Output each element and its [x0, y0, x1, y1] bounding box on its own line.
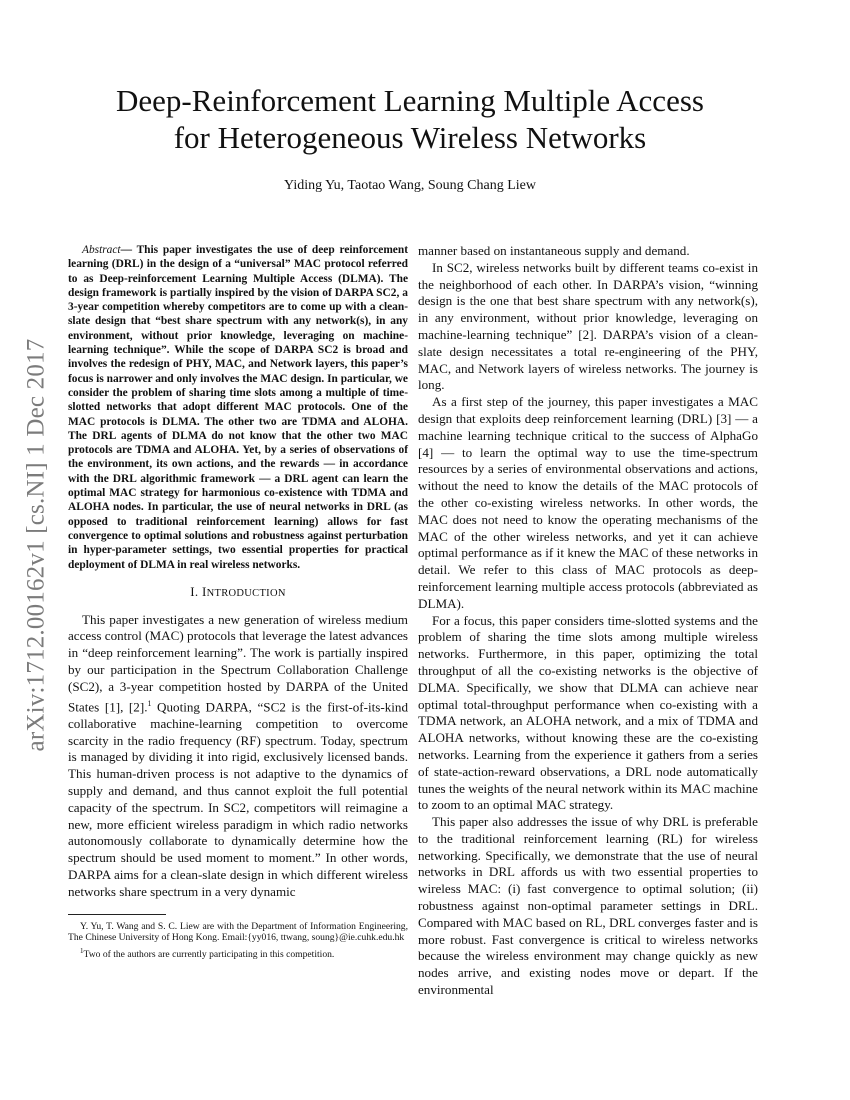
participation-footnote — [68, 946, 408, 961]
author-list: Yiding Yu, Taotao Wang, Soung Chang Liew — [284, 178, 536, 193]
title-line-2: for Heterogeneous Wireless Networks — [173, 120, 647, 155]
section-numeral: I. I — [190, 583, 207, 599]
author-affiliation-footnote: Y. Yu, T. Wang and S. C. Liew are with the Department of Information Engineering, The Chinese University of Hong Kong. Email:{yy016, ttwang, soung}@ie.cuhk.edu.hk — [68, 920, 408, 944]
intro-paragraph-5: This paper also addresses the issue of why DRL is preferable to the traditional reinforcement learning (RL) for wireless networking. Specifically, we demonstrate that the use of neural networks in DRL affords us with two essential properties to wireless MAC: (i) fast convergence to optimal solution; (ii) robustness against non-optimal parameter settings in DRL. Compared with MAC based on RL, DRL converges faster and is more robust. Fast convergence is critical to wireless networks because the wireless environment may change quickly as new nodes arrive, and existing nodes move or depart. If the environmental — [418, 814, 758, 998]
abstract — [68, 243, 408, 572]
intro-paragraph-3: As a first step of the journey, this paper investigates a MAC design that exploits deep reinforcement learning (DRL) [3] — a machine learning technique critical to the success of AlphaGo [4] — to learn the optimal way to use the time-spectrum resources by a series of environmental observations and actions, without the need to know the details of the MAC protocols of the other co-existing wireless networks. In other words, the MAC does not need to know the operating mechanisms of the MAC of the other wireless networks, and yet it can achieve optimal performance as if it knew the MAC of these networks in detail. We refer to this class of MAC protocols as deep-reinforcement learning multiple access protocols (abbreviated as DLMA). — [418, 394, 758, 611]
intro-paragraph-1-text: This paper investigates a new generation of wireless medium access control (MAC) protocols that leverage the latest advances in “deep reinforcement learning”. The work is partially inspired by our participation in the Spectrum Collaboration Challenge (SC2), a 3-year competition hosted by DARPA of the United States [1], [2]. — [68, 611, 408, 714]
footnote-divider — [68, 914, 166, 915]
right-column — [418, 243, 758, 999]
participation-footnote-text: Two of the authors are currently participating in this competition. — [83, 949, 335, 961]
arxiv-identifier-stamp — [20, 310, 52, 780]
intro-paragraph-1-continued: Quoting DARPA, “SC2 is the first-of-its-kind collaborative machine-learning competition to overcome scarcity in the radio frequency (RF) spectrum. Today, spectrum is managed by dividing it into rigid, exclusively licensed bands. This human-driven process is not adaptive to the dynamics of supply and demand, and thus cannot exploit the full potential capacity of the spectrum. In SC2, competitors will reimagine a new, more efficient wireless paradigm in which radio networks autonomously collaborate to dynamically determine how the spectrum should be used moment to moment.” In other words, DARPA aims for a clean-slate design in which different wireless networks share spectrum in a very dynamic — [68, 698, 408, 899]
intro-paragraph-1-end: manner based on instantaneous supply and demand. — [418, 243, 690, 258]
left-column — [68, 243, 408, 961]
section-name: NTRODUCTION — [206, 587, 286, 599]
abstract-label: Abstract — [82, 244, 121, 256]
section-heading-introduction — [68, 584, 408, 603]
footnote-ref-1[interactable]: 1 — [147, 698, 152, 708]
arxiv-id-text: arXiv:1712.00162v1 [cs.NI] 1 Dec 2017 — [22, 338, 49, 752]
intro-paragraph-4: For a focus, this paper considers time-slotted systems and the problem of sharing the time slots among multiple wireless networks. Furthermore, in this paper, optimizing the total throughput of all the co-existing networks is the objective of DLMA. Specifically, we show that DLMA can achieve near optimal total-throughput performance when co-existing with a TDMA network, an ALOHA network, and a mix of TDMA and ALOHA networks, without knowing these are the co-existing networks. Learning from the experience it gathers from a series of state-action-reward observations, a DRL node automatically tunes the weights of the neural network within its MAC machine to zoom to an optimal MAC strategy. — [418, 612, 758, 813]
intro-paragraph-1 — [68, 612, 408, 901]
paper-title — [60, 82, 760, 156]
title-line-1: Deep-Reinforcement Learning Multiple Access — [116, 83, 704, 118]
abstract-body: — This paper investigates the use of deep reinforcement learning (DRL) in the design of a “universal” MAC protocol referred to as Deep-reinforcement Learning Multiple Access (DLMA). The design framework is partially inspired by the vision of DARPA SC2, a 3-year competition whereby competitors are to come up with a clean-slate design that “best share spectrum with any network(s), in any environment, without prior knowledge, leveraging on machine-learning technique”. While the scope of DARPA SC2 is broad and involves the redesign of PHY, MAC, and Network layers, this paper’s focus is narrower and only involves the MAC design. In particular, we consider the problem of sharing time slots among a multiple of time-slotted networks that adopt different MAC protocols. One of the MAC protocols is DLMA. The other two are TDMA and ALOHA. The DRL agents of DLMA do not know that the other two MAC protocols are TDMA and ALOHA. Yet, by a series of observations of the environment, its own actions, and the rewards — in accordance with the DRL algorithmic framework — a DRL agent can learn the optimal MAC strategy for harmonious co-existence with TDMA and ALOHA nodes. In particular, the use of neural networks in DRL (as opposed to traditional reinforcement learning) allows for fast convergence to optimal solutions and robustness against perturbation in hyper-parameter settings, two essential properties for practical deployment of DLMA in real wireless networks. — [68, 244, 408, 571]
footnote-mark: 1 — [80, 947, 84, 956]
intro-paragraph-2: In SC2, wireless networks built by different teams co-exist in the neighborhood of each other. In DARPA’s vision, “winning design is the one that best share spectrum with any network(s), in any environment, without prior knowledge, leveraging on machine-learning technique” [2]. DARPA’s vision of a clean-slate design necessitates a total re-engineering of the PHY, MAC, and Network layers of wireless networks. The journey is long. — [418, 259, 758, 393]
